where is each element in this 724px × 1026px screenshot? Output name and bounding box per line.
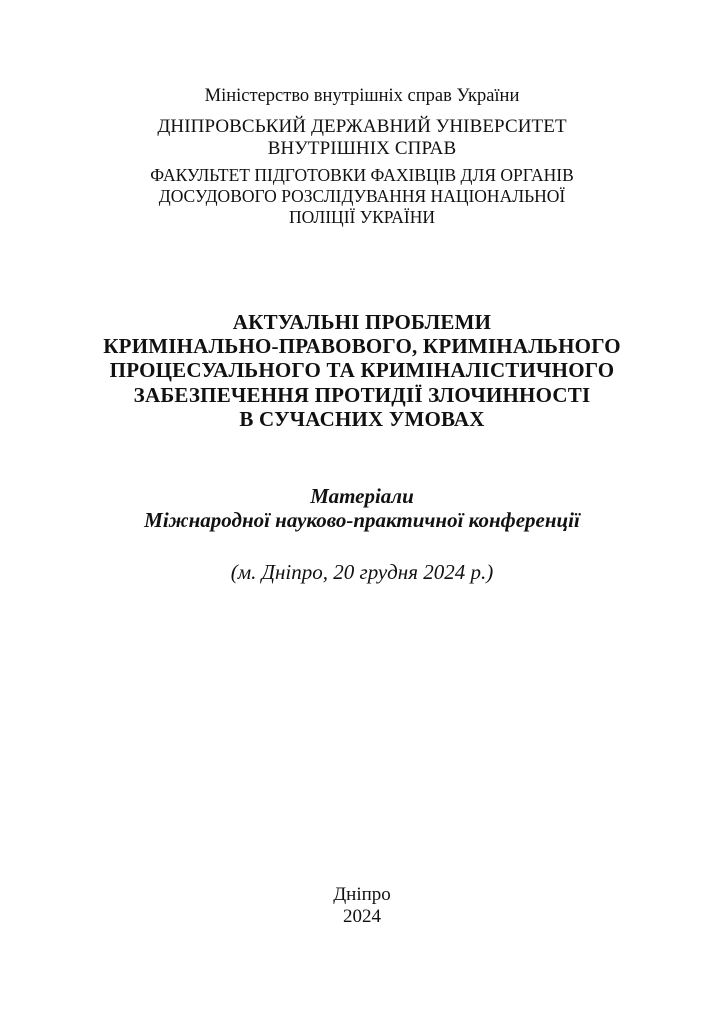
document-title-line-2: КРИМІНАЛЬНО-ПРАВОВОГО, КРИМІНАЛЬНОГО <box>103 334 621 358</box>
faculty-name-line-3: ПОЛІЦІЇ УКРАЇНИ <box>288 207 436 227</box>
university-name-line-2: ВНУТРІШНІХ СПРАВ <box>267 138 457 159</box>
materials-label: Матеріали <box>310 484 414 508</box>
faculty-name-line-1: ФАКУЛЬТЕТ ПІДГОТОВКИ ФАХІВЦІВ ДЛЯ ОРГАНІВ <box>150 165 574 185</box>
publication-city: Дніпро <box>333 884 391 905</box>
conference-place-date: (м. Дніпро, 20 грудня 2024 р.) <box>230 560 494 584</box>
document-title-line-5: В СУЧАСНИХ УМОВАХ <box>239 407 485 431</box>
document-title-line-4: ЗАБЕЗПЕЧЕННЯ ПРОТИДІЇ ЗЛОЧИННОСТІ <box>133 383 591 407</box>
university-name-line-1: ДНІПРОВСЬКИЙ ДЕРЖАВНИЙ УНІВЕРСИТЕТ <box>157 116 567 137</box>
publication-year: 2024 <box>343 906 381 927</box>
ministry-name: Міністерство внутрішніх справ України <box>204 86 520 106</box>
faculty-name-line-2: ДОСУДОВОГО РОЗСЛІДУВАННЯ НАЦІОНАЛЬНОЇ <box>158 186 566 206</box>
conference-name: Міжнародної науково-практичної конференції <box>144 508 580 532</box>
document-title-line-1: АКТУАЛЬНІ ПРОБЛЕМИ <box>232 310 492 334</box>
document-title-line-3: ПРОЦЕСУАЛЬНОГО ТА КРИМІНАЛІСТИЧНОГО <box>109 358 615 382</box>
